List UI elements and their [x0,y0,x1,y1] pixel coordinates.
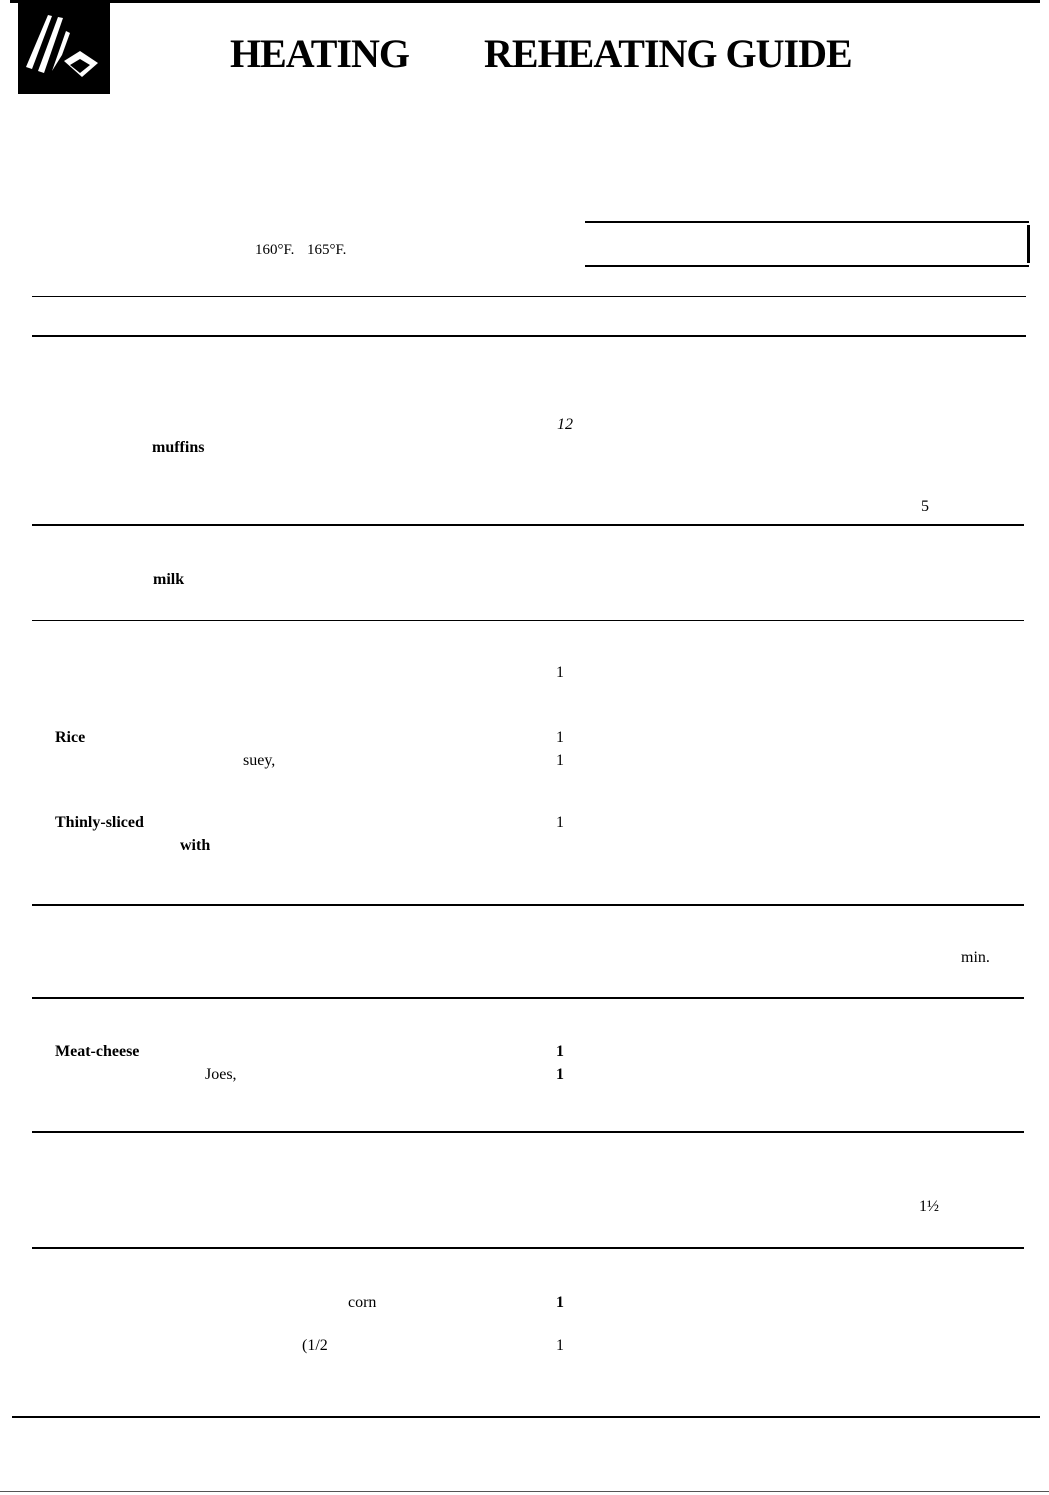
main-dish-amount: 1 [556,664,564,681]
note-box-bottom [585,265,1029,267]
rule-after-main-dishes [32,904,1024,906]
note-box-top [585,221,1029,223]
vegetables-corn: corn [348,1294,377,1311]
top-border [10,0,1040,3]
rule-after-soups [32,1247,1024,1249]
soups-amount: 1½ [919,1198,939,1215]
title-heating: HEATING [230,31,409,76]
main-dish-with: with [180,837,211,854]
pointing-hand-icon [18,3,110,94]
sandwich-joes-amount: 1 [556,1066,564,1083]
rule-after-sandwiches [32,1131,1024,1133]
rule-after-baked-goods [32,524,1024,526]
main-dish-rice-amount: 1 [556,729,564,746]
main-dish-rice: Rice [55,729,86,746]
baked-goods-muffins: muffins [152,439,205,456]
baked-goods-amount: 12 [557,416,573,433]
main-dish-suey: suey, [243,752,276,769]
rule-after-beverages [32,620,1024,621]
page-bottom-rule [12,1416,1040,1418]
beverages-milk: milk [153,571,185,588]
main-dish-thinly-sliced: Thinly-sliced [55,814,144,831]
table-header-bottom-rule [32,335,1026,337]
plate-min: min. [961,949,990,966]
intro-temp-165: 165°F. [307,242,347,258]
title-reheating-guide: REHEATING GUIDE [484,31,852,76]
main-dish-thinly-amount: 1 [556,814,564,831]
sandwich-meat-amount: 1 [556,1043,564,1060]
intro-temp-160: 160°F. [255,242,295,258]
vegetables-corn-amount: 1 [556,1294,564,1311]
rule-after-plate [32,997,1024,999]
vegetables-half-amount: 1 [556,1337,564,1354]
page-footer-rule [0,1491,1049,1492]
main-dish-suey-amount: 1 [556,752,564,769]
sandwich-joes: Joes, [205,1066,237,1083]
note-box-side [1027,225,1030,263]
sandwich-meat-cheese: Meat-cheese [55,1043,140,1060]
baked-goods-time: 5 [921,498,929,515]
vegetables-half: (1/2 [302,1337,328,1354]
table-header-top-rule [32,296,1026,297]
